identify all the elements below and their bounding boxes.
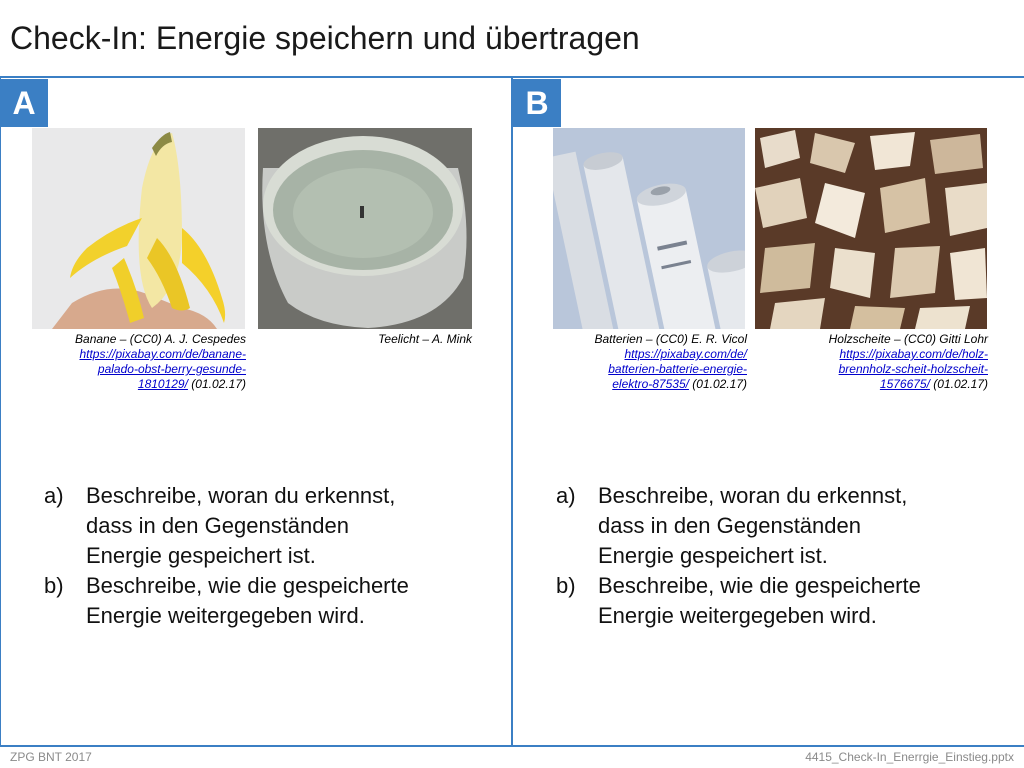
panel-b-badge: B — [513, 79, 561, 127]
tealight-credit-text: Teelicht – A. Mink — [378, 332, 472, 346]
firewood-credit-link-2[interactable]: brennholz-scheit-holzscheit- — [838, 362, 988, 376]
task-label: a) — [556, 483, 576, 508]
tealight-credit — [258, 332, 472, 347]
task-line: Energie weitergegeben wird. — [598, 603, 877, 628]
slide-title: Check-In: Energie speichern und übertragen — [10, 20, 640, 56]
task-b — [44, 571, 484, 631]
task-a — [556, 481, 996, 571]
firewood-credit-link-1[interactable]: https://pixabay.com/de/holz- — [839, 347, 988, 361]
left-border — [0, 78, 1, 746]
task-a — [44, 481, 484, 571]
batteries-photo — [553, 128, 745, 329]
firewood-photo — [755, 128, 987, 329]
banana-credit-text: Banane – (CC0) A. J. Cespedes — [75, 332, 246, 346]
firewood-credit-text: Holzscheite – (CC0) Gitti Lohr — [828, 332, 988, 346]
banana-credit — [32, 332, 246, 392]
firewood-credit-date: (01.02.17) — [929, 377, 988, 391]
batteries-credit-link-2[interactable]: batterien-batterie-energie- — [608, 362, 747, 376]
banana-photo — [32, 128, 245, 329]
task-label: b) — [44, 573, 64, 598]
batteries-credit-date: (01.02.17) — [688, 377, 747, 391]
task-line: Beschreibe, woran du erkennst, — [86, 483, 396, 508]
task-line: dass in den Gegenständen — [598, 513, 861, 538]
panel-a-badge: A — [0, 79, 48, 127]
firewood-credit-link-3[interactable]: 1576675/ — [879, 377, 930, 391]
task-label: a) — [44, 483, 64, 508]
task-b — [556, 571, 996, 631]
task-line: Energie weitergegeben wird. — [86, 603, 365, 628]
batteries-credit-link-3[interactable]: elektro-87535/ — [612, 377, 689, 391]
banana-credit-link-3[interactable]: 1810129/ — [137, 377, 188, 391]
task-text — [86, 481, 484, 571]
task-line: dass in den Gegenständen — [86, 513, 349, 538]
footer-left: ZPG BNT 2017 — [10, 750, 92, 764]
tealight-photo — [258, 128, 472, 329]
banana-credit-link-2[interactable]: palado-obst-berry-gesunde- — [97, 362, 246, 376]
task-line: Energie gespeichert ist. — [86, 543, 316, 568]
firewood-credit — [755, 332, 988, 392]
task-text — [598, 481, 996, 571]
batteries-credit-text: Batterien – (CC0) E. R. Vicol — [594, 332, 747, 346]
panel-b-tasks — [556, 481, 996, 631]
footer-right: 4415_Check-In_Enerrgie_Einstieg.pptx — [805, 750, 1014, 764]
task-line: Beschreibe, wie die gespeicherte — [86, 573, 409, 598]
footer-divider — [0, 745, 1024, 747]
task-text — [598, 571, 996, 631]
banana-credit-date: (01.02.17) — [187, 377, 246, 391]
task-line: Beschreibe, woran du erkennst, — [598, 483, 908, 508]
task-line: Beschreibe, wie die gespeicherte — [598, 573, 921, 598]
task-label: b) — [556, 573, 576, 598]
banana-credit-link-1[interactable]: https://pixabay.com/de/banane- — [79, 347, 246, 361]
task-line: Energie gespeichert ist. — [598, 543, 828, 568]
panel-divider — [511, 78, 513, 746]
task-text — [86, 571, 484, 631]
batteries-credit-link-1[interactable]: https://pixabay.com/de/ — [624, 347, 747, 361]
panel-a-tasks — [44, 481, 484, 631]
batteries-credit — [533, 332, 747, 392]
